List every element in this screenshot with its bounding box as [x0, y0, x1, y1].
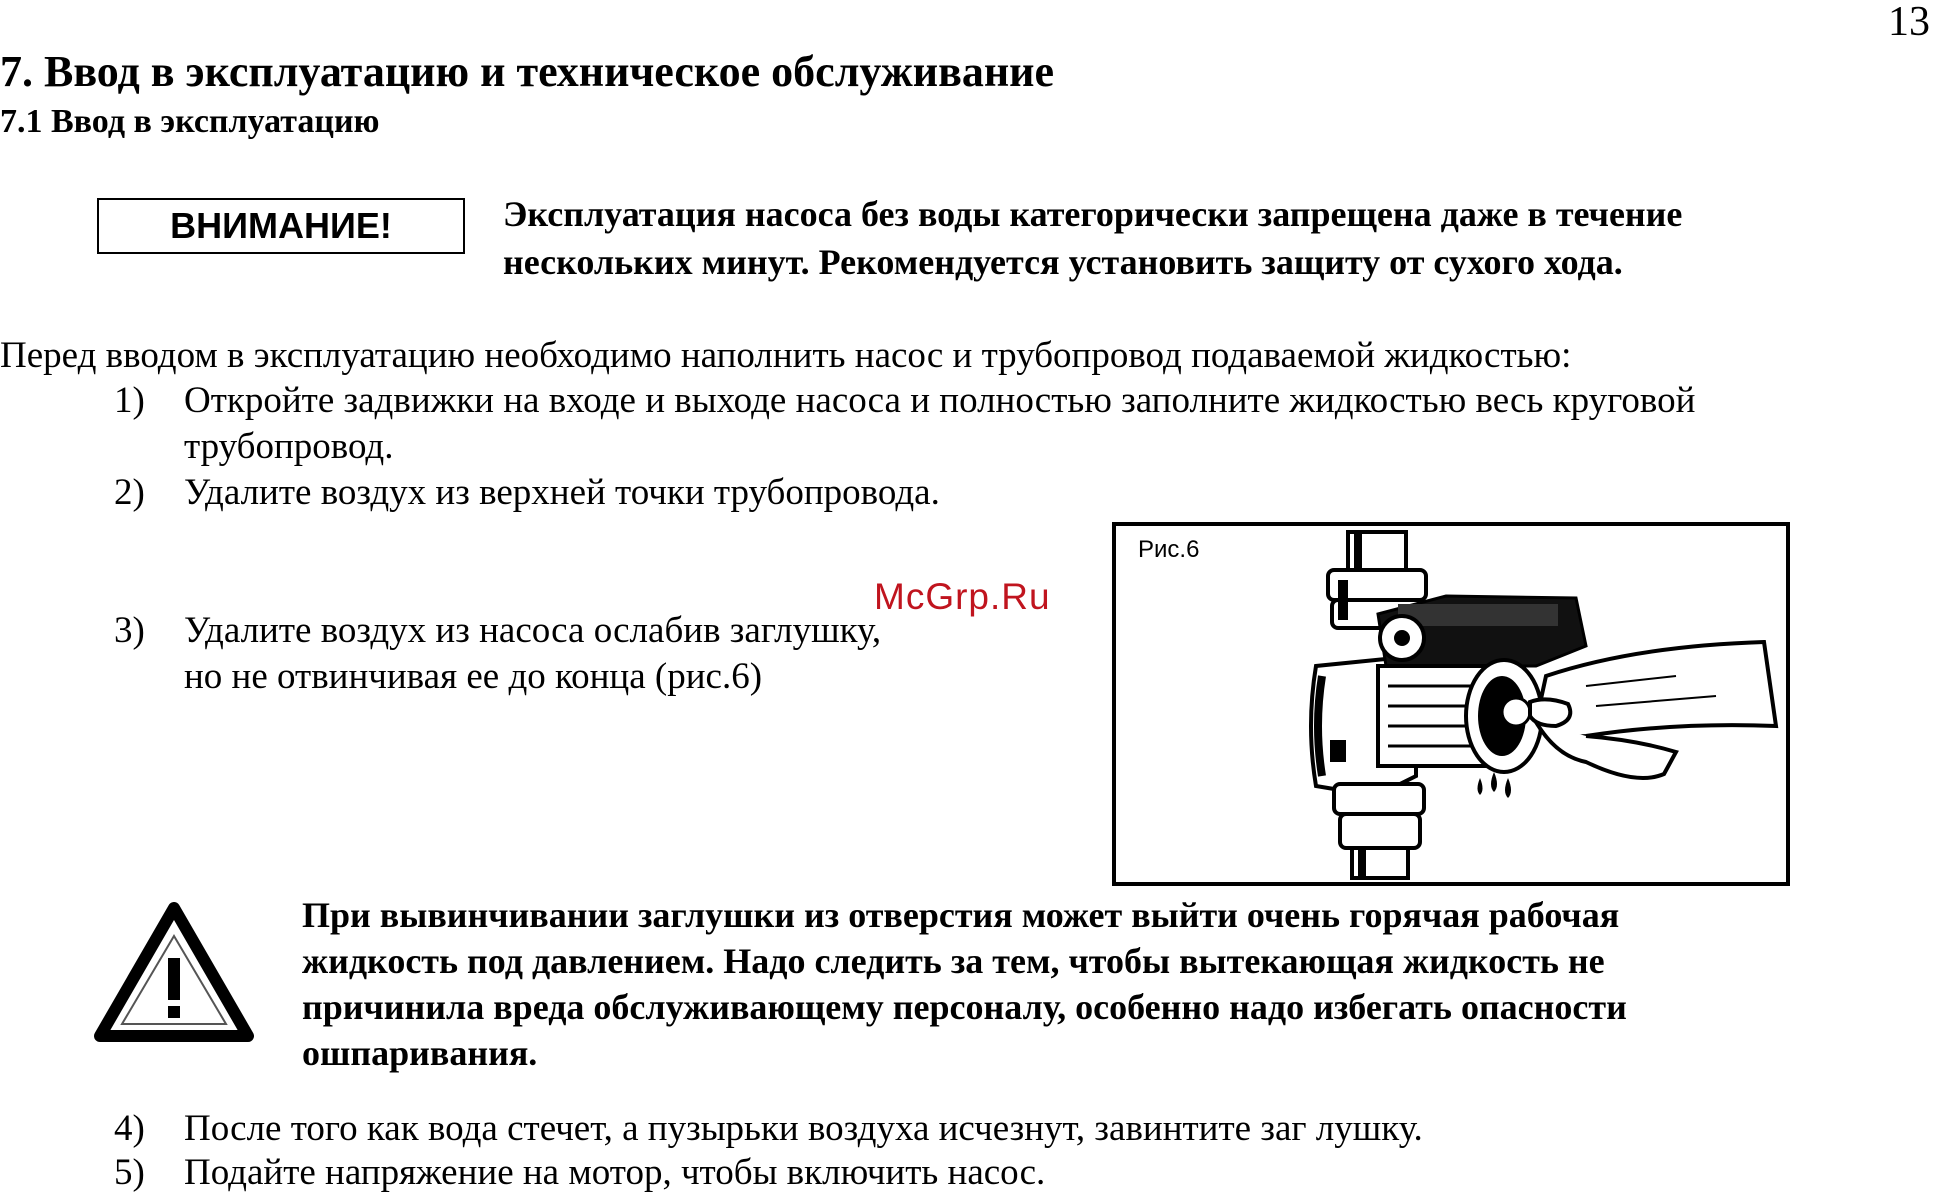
list-item-text: После того как вода стечет, а пузырьки воздуха исчезнут, завинтите заг лушку.: [184, 1108, 1423, 1149]
list-item-number: 3): [114, 610, 145, 651]
warning-line: причинила вреда обслуживающему персоналу, особенно надо избегать опасности: [302, 987, 1627, 1027]
list-item-number: 5): [114, 1152, 145, 1193]
list-item-number: 2): [114, 472, 145, 513]
list-item-number: 1): [114, 380, 145, 421]
warning-line: При вывинчивании заглушки из отверстия может выйти очень горячая рабочая: [302, 895, 1620, 935]
warning-line: ошпаривания.: [302, 1033, 538, 1073]
pump-plug-illustration: [1116, 526, 1786, 882]
figure-6: [1112, 522, 1790, 886]
list-item-line: Откройте задвижки на входе и выходе насоса и полностью заполните жидкостью весь круговой: [184, 380, 1696, 421]
subsection-heading: 7.1 Ввод в эксплуатацию: [0, 103, 380, 140]
attention-label: ВНИМАНИЕ!: [97, 198, 465, 254]
warning-line: жидкость под давлением. Надо следить за тем, чтобы вытекающая жидкость не: [302, 941, 1605, 981]
figure-caption: Рис.6: [1138, 536, 1200, 563]
section-heading: 7. Ввод в эксплуатацию и техническое обслуживание: [0, 47, 1055, 96]
list-item-number: 4): [114, 1108, 145, 1149]
list-item-text: Подайте напряжение на мотор, чтобы включить насос.: [184, 1152, 1046, 1193]
list-item: [114, 470, 1874, 520]
warning-text: [302, 892, 1902, 1076]
intro-paragraph: Перед вводом в эксплуатацию необходимо наполнить насос и трубопровод подаваемой жидкостью:: [0, 335, 1572, 376]
list-item: [114, 378, 1874, 478]
list-item-line: трубопровод.: [184, 426, 394, 467]
warning-triangle-icon: [94, 902, 254, 1047]
list-item-line: но не отвинчивая ее до конца (рис.6): [184, 656, 763, 697]
attention-text: [503, 190, 1923, 286]
list-item-text: [184, 378, 1695, 470]
list-item-text: Удалите воздух из верхней точки трубопровода.: [184, 472, 940, 513]
list-item-text: [184, 608, 881, 700]
watermark: McGrp.Ru: [874, 576, 1051, 617]
list-item: [114, 1106, 1874, 1156]
list-item-line: Удалите воздух из насоса ослабив заглушку,: [184, 610, 882, 651]
list-item: [114, 1150, 1874, 1196]
list-item: [114, 608, 1014, 708]
attention-line: Эксплуатация насоса без воды категорически запрещена даже в течение: [503, 194, 1683, 234]
attention-line: нескольких минут. Рекомендуется установить защиту от сухого хода.: [503, 242, 1623, 282]
page-number: 13: [1888, 0, 1930, 45]
